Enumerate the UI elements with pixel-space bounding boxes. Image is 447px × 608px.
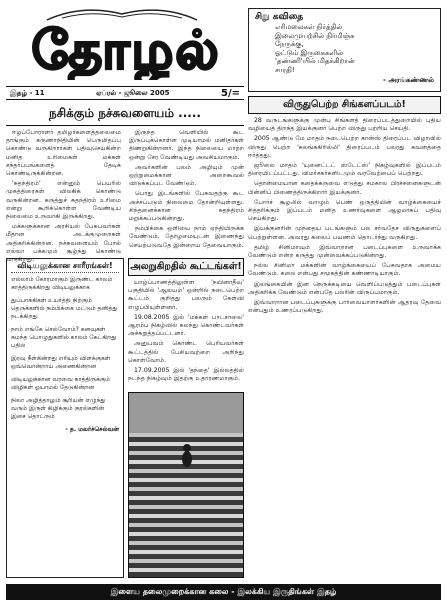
stair-step	[129, 559, 244, 563]
top-poem-line: நேருக்கு,	[275, 40, 304, 49]
mid-article-paragraph: 19.08.2005 இல் 'மக்கள் பாடசாலை' ஆரம்ப நிகழ்வில் கலந்து கொண்டவர்கள் அச்சுறுத்தப்பட்டனர்.	[128, 313, 244, 338]
right-article-paragraph: 2005 ஆண்டு மே மாதம் நடைபெற்ற கான்ஸ் திரைப்பட விழாவில் விருது பெற்ற 'சுலங்ககிரில்லி' திரைப்படம் பலரது கவனத்தை ஈர்த்தது.	[248, 135, 441, 159]
stair-riser	[129, 491, 244, 496]
main-article-paragraph: ஈழப்போராளர் தமிழர்களைத்தலைமை தாங்கும் கருணாநிதியின் பெருமிதப்பு கொண்டு வருகிறார்கள் பதிவுசெய்கின்ற மனித உரிமைகள் மக்கள் சந்தர்ப்பங்களைத் தேடிக் கொண்டிருக்கின்றன.	[6, 129, 121, 178]
right-article-paragraph: நல்ல சினிமா மக்களின் வாழ்க்கையைப் பேசுவதாக அமைய வேண்டும். கலை என்பது சமூகத்தின் கண்ணாடியாகும்.	[248, 262, 441, 278]
issue-info-bar	[6, 86, 244, 100]
right-article-paragraph: தமிழ் சினிமாவும் இவ்வாறான படைப்புகளை உருவாக்க வேண்டும் என்ற கருத்து முன்வைக்கப்படுகின்றது.	[248, 243, 441, 260]
mid-article-body	[128, 279, 244, 383]
left-poem-stanza: நிலா அழித்தாலும் சூரியன் எழுந்து வரும் இருள் கிழிக்கும் குரல்களின் இசை தொடரும்	[11, 397, 106, 420]
main-article-body	[6, 129, 244, 264]
top-poem-line: இலைமுயற்சில் நிர்மிஞ்சு	[275, 31, 355, 40]
left-poem-stanza: நாம் எங்கே செல்வோம்? கனவுகள் சுமந்த பொழுதுகளில் காலம் கேட்கிறது பதில்	[11, 326, 117, 349]
top-poem-line: எரிமலைகள் நிர்த்தில்	[275, 23, 343, 31]
stair-step	[129, 478, 244, 482]
mid-article-paragraph: யாழ்ப்பாணத்திலுள்ள 'நயினாதீவு' பகுதியில் 'ஆலயம்' ஒன்றில் நடைபெற்ற கூட்டம் குறித்து பலரும் கேள்வி எழுப்பியுள்ளனர்.	[128, 279, 244, 311]
stair-step	[129, 514, 244, 518]
stair-step	[129, 469, 244, 473]
left-poem-stanza: எல்லாம் கோரமாகும் இருண்ட காலம் காத்திருக்கிறது விடியலுக்காக	[11, 276, 113, 291]
stair-step	[129, 532, 244, 536]
mid-article-paragraph: அனுபவம் கொண்ட பெரியவர்கள் கூட்டத்தில் பேசியவற்றை அறிந்து கொள்வோம்.	[128, 340, 244, 364]
masthead-title	[8, 20, 244, 80]
right-article-headline: விருதுபெற்ற சிங்களப்படம்!	[248, 96, 441, 114]
stair-riser	[129, 545, 244, 550]
stair-step	[129, 505, 244, 509]
mid-article-headline: அலறுகிறதில் கூட்டங்கள்!	[128, 258, 244, 276]
top-poem-line: சாரதி!	[275, 65, 295, 74]
stair-step	[129, 568, 244, 572]
top-poem-line: 'தண்ணி'யில் மிதக்கிறான்	[275, 57, 355, 66]
stair-step	[129, 541, 244, 545]
left-poem-stanza: விடியலுக்கான வரவை காத்திருக்கும் விழிகள் ஓயாமல் தேடுகின்றன	[11, 376, 110, 391]
top-poem-author: - அரங்கண்ணல்	[383, 75, 434, 84]
right-article-paragraph: இலங்கையின் இன நெருக்கடியை வெளிப்படுத்தும் படைப்புகள் அதிகரிக்க வேண்டும் என்பதே பலரின் விருப்பமாகும்.	[248, 280, 441, 296]
left-poem-body	[11, 276, 119, 421]
left-poem-stanza: துப்பாக்கிகள் உயர்த்தி நிற்கும் தெருக்களில் நம்பிக்கை மட்டும் தனித்து நடக்கிறது	[11, 297, 118, 320]
stair-riser	[129, 518, 244, 523]
issue-date: ஏப்ரல் - ஜூலை 2005	[96, 88, 170, 97]
left-poem-signature: - த. மலர்ச்செல்வன்	[65, 426, 119, 433]
right-article-paragraph: தொன்மையான கதைக்கருவை எடுத்து சமகால பிரச்சனைகளுடன் பின்னிப் பிணைத்திருக்கிறார் இயக்குனர்.	[248, 180, 441, 196]
footer-banner	[6, 584, 441, 600]
mid-article-paragraph: 17.09.2005 இல் 'தந்தை' இல்லத்தில் நடந்த நிகழ்வும் இதற்கு உதாரணமாகும்.	[128, 367, 244, 383]
staircase-photo-image	[129, 393, 244, 578]
top-poem-title: சிறு கவிதை	[255, 12, 304, 22]
stair-riser	[129, 572, 244, 577]
right-article-paragraph: இயக்குனரின் முந்தைய படங்களும் பல சர்வதேச விருதுகளைப் பெற்றுள்ளன. அவரது கலைப் பயணம் தொடர்ந்து வருகிறது.	[248, 225, 441, 241]
stair-riser	[129, 437, 244, 442]
right-article-paragraph: 28 வருடங்களுக்கு முன்பு சிங்களத் திரைப்படத்துறையில் புதிய வழியைத் திறந்த இயக்குனர் பெற்ற விருது பற்றிய செய்தி.	[248, 117, 441, 133]
masthead-title-text: தோழல்	[31, 20, 221, 80]
right-article-paragraph: இவ்வாறான படைப்புகளுக்கு பார்வையாளர்களின் ஆதரவு தேவை என்பதும் உணரப்படுகிறது.	[248, 299, 441, 315]
top-poem-line: ஓட்டும் இருகைகளில்	[275, 48, 343, 57]
left-poem-box	[6, 258, 124, 578]
main-article-paragraph: இருந்த வெளியில் கூட இருப்புக்கொள்ள முடியாமல் மனிதர்கள் திணறுகின்றனர். இந்த நிலையை மாற்ற ஒன்று சேர வேண்டியது அவசியமாகும்.	[129, 129, 244, 161]
issue-price: 5/=	[221, 87, 240, 99]
right-article-paragraph: போர்ச் சூழலில் வாழும் பெண் ஒருத்தியின் வாழ்க்கையைச் சித்தரிக்கும் இப்படம் மனித உணர்வுகளை ஆழமாகப் பதிவு செய்கிறது.	[248, 198, 441, 223]
stair-step	[129, 487, 244, 491]
main-article-headline: நசிக்கும் நச்சுவளையம் .....	[6, 104, 244, 126]
stair-riser	[129, 500, 244, 505]
stair-step	[129, 550, 244, 554]
stair-riser	[129, 482, 244, 487]
left-poem-stanza: இரவு நீள்கின்றது எரியும் விளக்குகள் ஒவ்வொன்றாய் அணைகின்றன	[11, 355, 111, 370]
left-poem-title: விடியலுக்கான சாரீரங்கள்!	[11, 262, 119, 273]
issue-number: இதழ் - 11	[10, 88, 45, 97]
main-article-paragraph: மக்களுக்கான அரசியல் பேசுபவர்கள் மீதான அடக்குமுறைகள் அதிகரிக்கின்றன. நச்சுவளையம் போல் எல்லா பக்கமும் சூழ்ந்து கொண்டு வருகிறது.	[6, 223, 121, 264]
stair-riser	[129, 536, 244, 541]
stair-riser	[129, 554, 244, 559]
main-article-paragraph: 'சுதந்திரம்' என்னும் பெயரில் முகத்திரைகள் விலகிக் கொண்டு வருகின்றன. கருத்துச் சுதந்திரம் உரிமை என்று கூறிக்கொள்ள வேண்டிய நிலைமை உருவாகி இருக்கிறது.	[6, 180, 121, 221]
stair-riser	[129, 563, 244, 568]
stair-riser	[129, 473, 244, 478]
right-article-body	[248, 117, 441, 315]
stair-step	[129, 433, 244, 437]
right-article-paragraph: ஜூலை மாதம் 'யுனைட்டட் ஸ்டேட்ஸ்' நிகழ்வுகளில் இப்படம் திரையிடப்பட்டது. விமர்சகர்களிடமும் வரவேற்பைப் பெற்றது.	[248, 162, 441, 178]
staircase-photo	[128, 392, 244, 578]
footer-text: இளைய தலைமுறைக்கான கலை - இலக்கிய இருதிங்கள் இதழ்	[110, 587, 337, 596]
stair-step	[129, 523, 244, 527]
top-poem-box	[248, 8, 441, 92]
masthead	[6, 6, 244, 82]
right-article	[248, 96, 441, 317]
mid-article	[128, 258, 244, 385]
main-article	[6, 104, 244, 264]
main-article-paragraph: அவர்களின் பலம் அழியும் முன் ஒற்றுமைக்கான அறைகூவல் விடுக்கப்பட வேண்டும்.	[129, 163, 244, 188]
top-poem-lines	[255, 23, 434, 75]
stair-step	[129, 496, 244, 500]
stair-riser	[129, 509, 244, 514]
main-article-paragraph: பொது இடங்களில் பேசுவதற்கு கூட அச்சப்படும் நிலைமை தோன்றியுள்ளது. சிந்தனைக்கான சுதந்திரம் மறுக்கப்படுகின்றது.	[129, 190, 244, 223]
stair-riser	[129, 527, 244, 532]
main-article-paragraph: நம்பிக்கை ஒளியை நாம் ஏந்தியிருக்க வேண்டும். தோழமையுடன் இணைந்து செயற்படுவதே இன்றைய தேவையாகும்.	[129, 225, 244, 249]
